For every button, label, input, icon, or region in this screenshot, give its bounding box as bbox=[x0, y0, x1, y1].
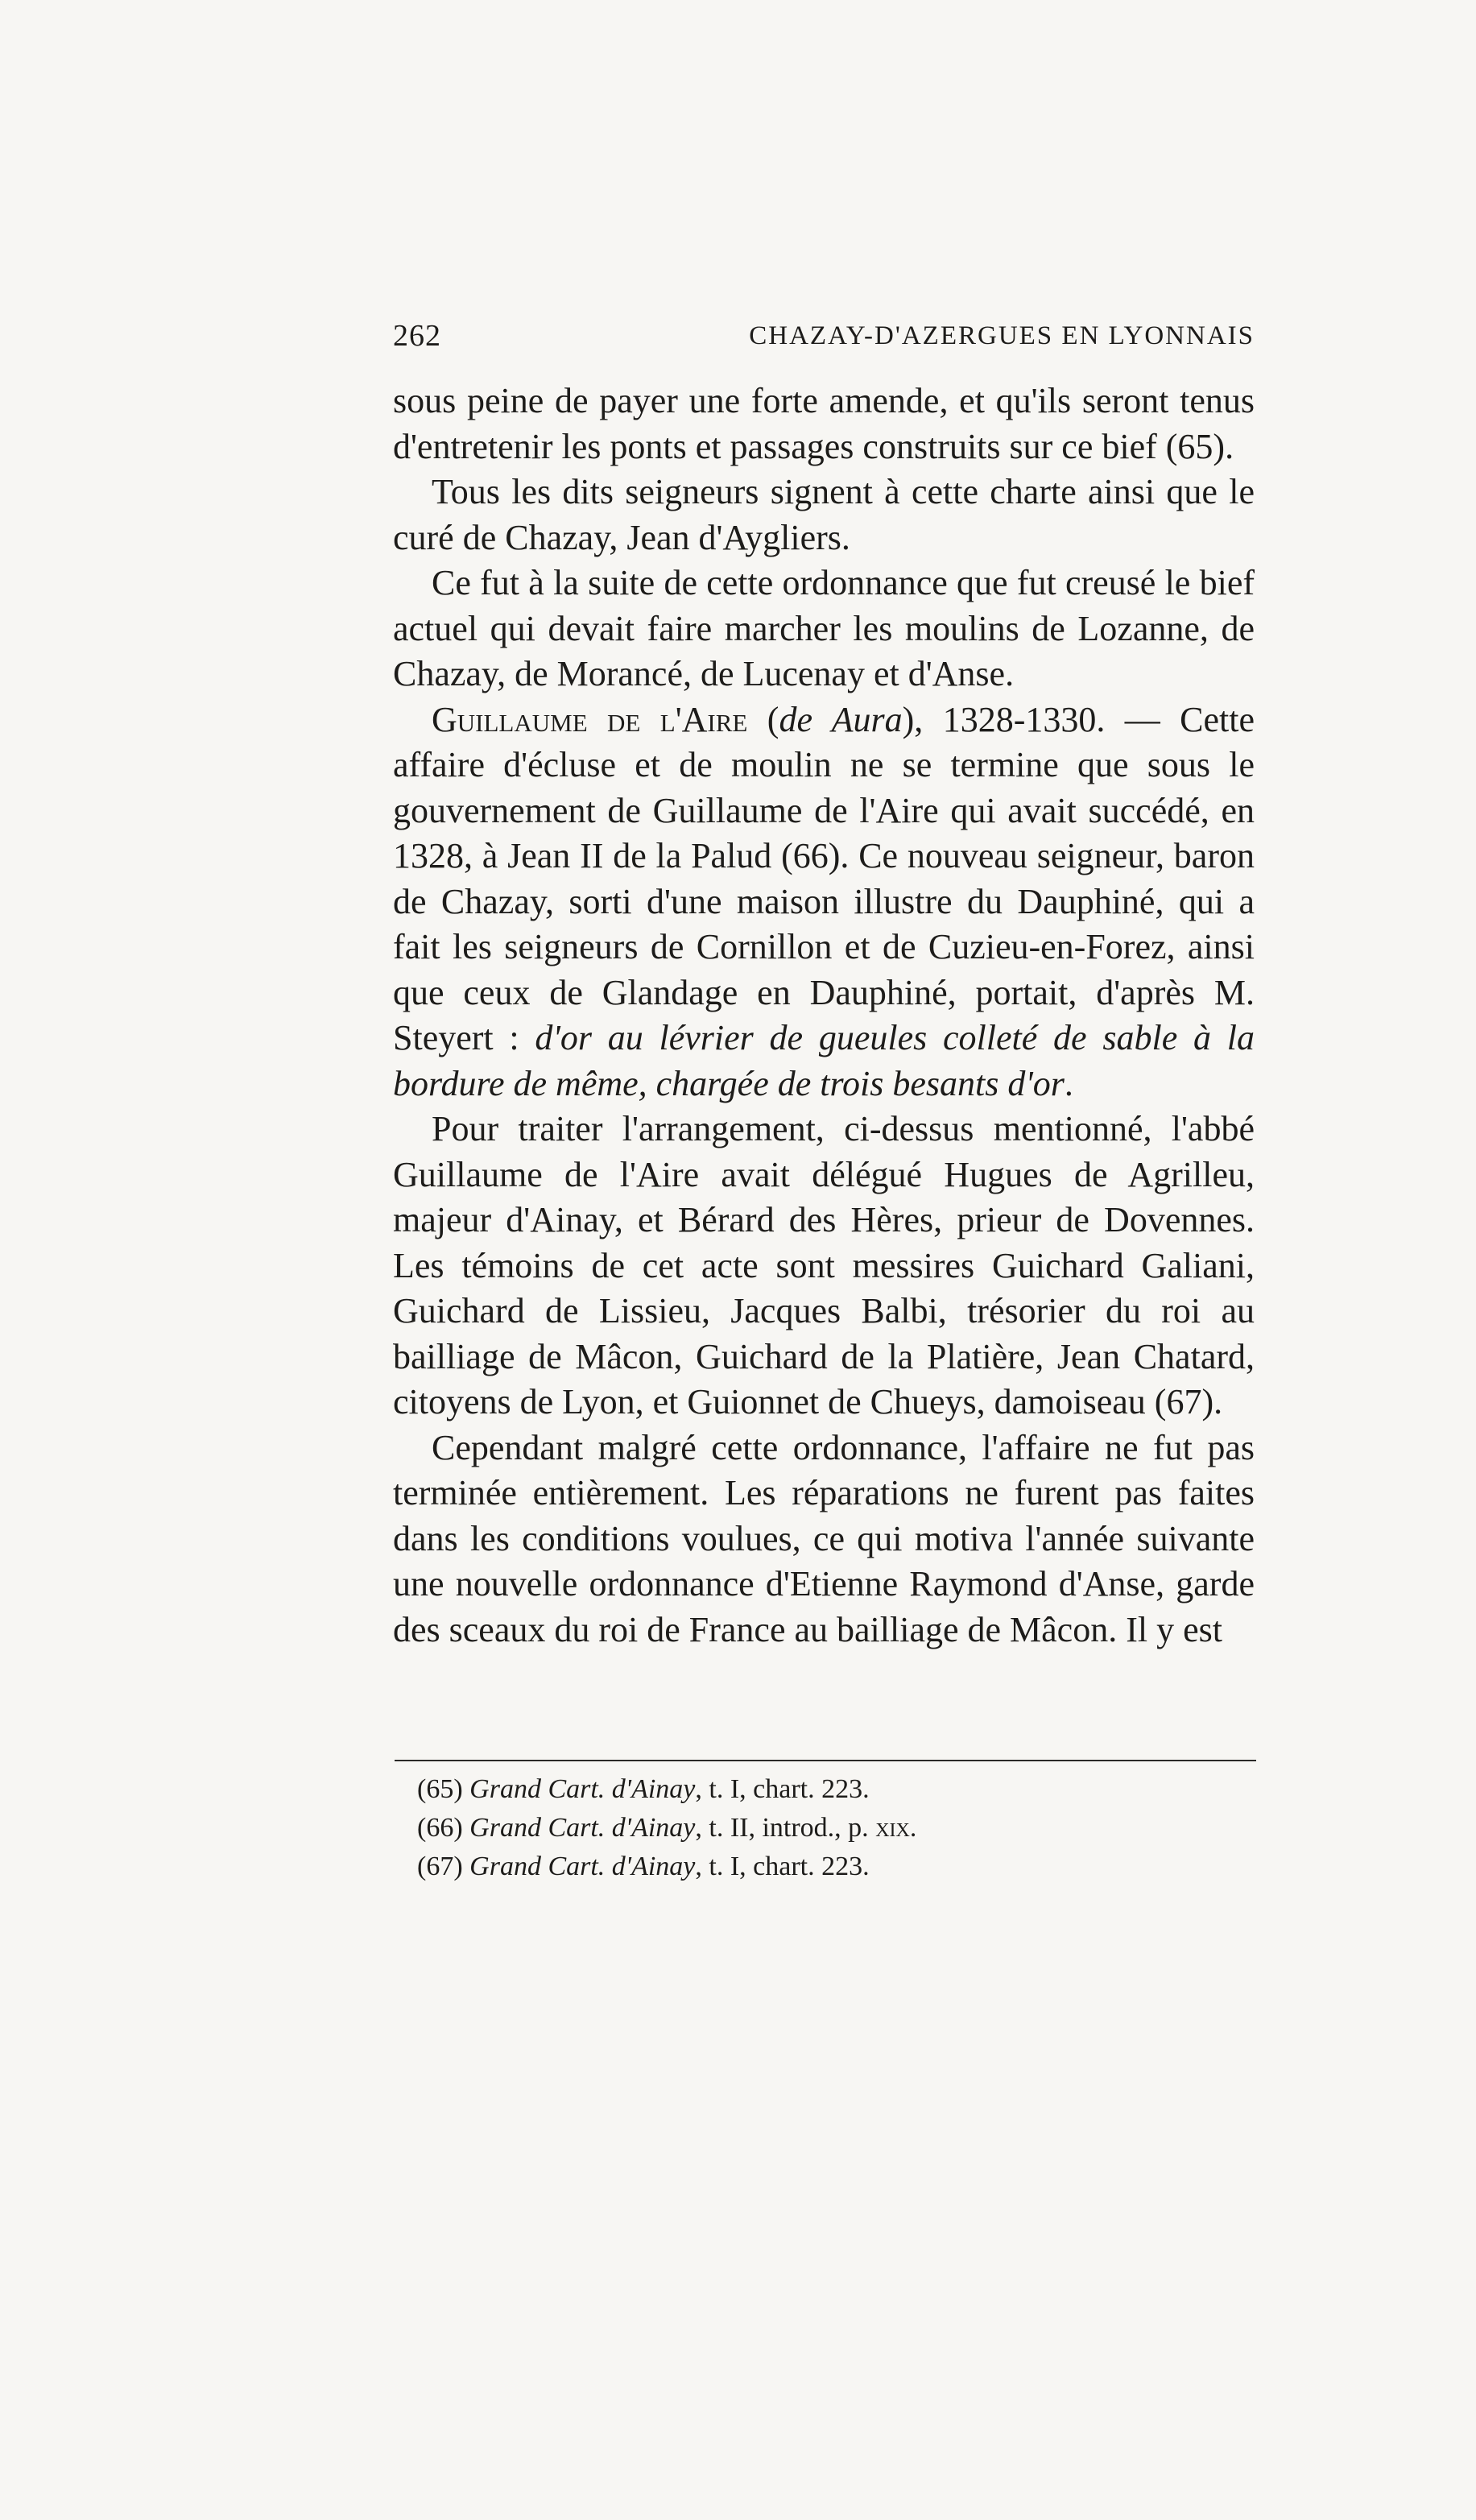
footnote-divider bbox=[395, 1760, 1256, 1761]
footnote-reference: , t. II, introd., p. bbox=[695, 1813, 876, 1843]
paragraph-5: Pour traiter l'arrangement, ci-dessus mentionné, l'abbé Guillaume de l'Aire avait délégué Hugues de Agrilleu, majeur d'Ainay, et Bérard des Hères, prieur de Dovennes. Les témoins de cet acte sont messires Guichard Galiani, Guichard de Lissieu, Jacques Balbi, trésorier du roi au bailliage de Mâcon, Guichard de la Platière, Jean Chatard, citoyens de Lyon, et Guionnet de Chueys, damoiseau (67). bbox=[393, 1109, 1255, 1421]
main-text bbox=[393, 379, 1255, 1653]
paragraph-3: Ce fut à la suite de cette ordonnance que fut creusé le bief actuel qui devait faire marcher les moulins de Lozanne, de Chazay, de Morancé, de Lucenay et d'Anse. bbox=[393, 563, 1255, 693]
footnote-number: (67) bbox=[417, 1852, 463, 1881]
footnote-67 bbox=[417, 1848, 1255, 1886]
paragraph-4-end: . bbox=[1064, 1063, 1073, 1103]
footnote-number: (65) bbox=[417, 1774, 463, 1804]
footnote-page-roman: xix bbox=[875, 1813, 910, 1843]
running-title: CHAZAY-D'AZERGUES EN LYONNAIS bbox=[749, 321, 1255, 350]
footnote-source: Grand Cart. d'Ainay bbox=[469, 1813, 696, 1843]
page-number: 262 bbox=[393, 319, 441, 353]
footnotes bbox=[417, 1770, 1255, 1886]
paragraph-4 bbox=[393, 697, 1255, 1107]
page-header bbox=[393, 318, 1255, 358]
paragraph-2: Tous les dits seigneurs signent à cette charte ainsi que le curé de Chazay, Jean d'Aygliers. bbox=[393, 472, 1255, 557]
latin-open: ( bbox=[747, 699, 779, 739]
footnote-66 bbox=[417, 1809, 1255, 1848]
footnote-reference: , t. I, chart. 223. bbox=[695, 1852, 870, 1881]
footnote-source: Grand Cart. d'Ainay bbox=[469, 1774, 696, 1804]
paragraph-4-text: Cette affaire d'écluse et de moulin ne se termine que sous le gouvernement de Guillaume de l'Aire qui avait succédé, en 1328, à Jean II de la Palud (66). Ce nouveau seigneur, baron de Chazay, sorti d'une maison illustre du Dauphiné, qui a fait les seigneurs de Cornillon et de Cuzieu-en-Forez, ainsi que ceux de Glandage en Dauphiné, portait, d'après M. Steyert : bbox=[393, 699, 1255, 1057]
footnote-number: (66) bbox=[417, 1813, 463, 1843]
footnote-reference: , t. I, chart. 223. bbox=[695, 1774, 870, 1804]
paragraph-1: sous peine de payer une forte amende, et qu'ils seront tenus d'entretenir les ponts et passages construits sur ce bief (65). bbox=[393, 381, 1255, 466]
footnote-65 bbox=[417, 1770, 1255, 1809]
footnote-source: Grand Cart. d'Ainay bbox=[469, 1852, 696, 1881]
blazon-text: d'or au lévrier de gueules colleté de sable à la bordure de même, chargée de trois besants d'or bbox=[393, 1018, 1255, 1103]
latin-close: ), bbox=[902, 699, 943, 739]
paragraph-6: Cependant malgré cette ordonnance, l'affaire ne fut pas terminée entièrement. Les réparations ne furent pas faites dans les conditions voulues, ce qui motiva l'année suivante une nouvelle ordonnance d'Etienne Raymond d'Anse, garde des sceaux du roi de France au bailliage de Mâcon. Il y est bbox=[393, 1427, 1255, 1649]
latin-name: de Aura bbox=[779, 699, 903, 739]
footnote-reference-end: . bbox=[909, 1813, 917, 1843]
section-dates: 1328-1330. — bbox=[942, 699, 1180, 739]
section-name: Guillaume de l'Aire bbox=[432, 699, 748, 739]
